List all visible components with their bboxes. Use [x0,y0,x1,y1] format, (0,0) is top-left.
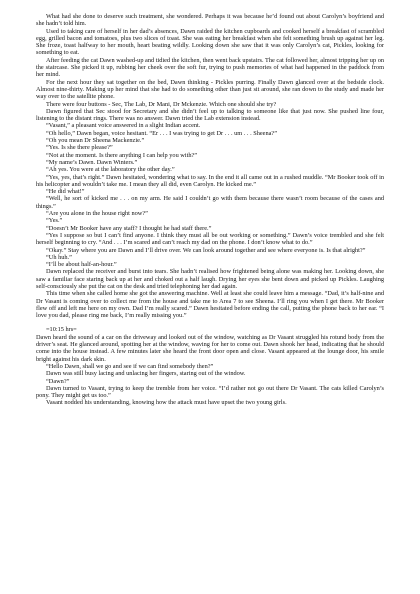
paragraph: “Oh hello,” Dawn began, voice hesitant. “Er . . . I was trying to get Dr . . . um . . . Sheena?” [46,129,277,137]
paragraph: “Yes.” [46,217,63,225]
paragraph: For the next hour they sat together on the bed, Dawn thinking - Pickles purring. Finally Dawn glanced over at the bedside clock. Almost nine-thirty. Making up her mind that she had to do something other than just sit around, she ran down to the study and made her way over to the satellite phone. [36,78,384,101]
paragraph: “I’ll be about half-an-hour.” [46,261,117,269]
paragraph: “He did what!” [46,188,85,196]
paragraph: What had she done to deserve such treatment, she wondered. Perhaps it was because he’d found out about Carolyn’s boyfriend and she hadn’t told him. [36,13,384,28]
paragraph: “Hello Dawn, shall we go and see if we can find somebody then?” [46,362,214,370]
paragraph: There were four buttons - Sec, The Lab, Dr Mani, Dr Mckenzie. Which one should she try? [46,100,277,108]
paragraph: “Well, he sort of kicked me . . . on my arm. He said I couldn’t go with them because there wasn’t room because of the cases and things.” [36,195,384,210]
paragraph: Dawn replaced the receiver and burst into tears. She hadn’t realised how frightened being alone was making her. Looking down, she saw a familiar face staring back up at her and choked out a half laugh. Drying her eyes she bent down and picked up Pickles. Laughing self-consciously she put the cat on the desk and tried telephoning her dad again. [36,268,384,290]
paragraph: “My name’s Dawn. Dawn Winters.” [46,158,138,166]
paragraph: Used to taking care of herself in her dad’s absences, Dawn raided the kitchen cupboards and cooked herself a breakfast of scrambled egg, grilled bacon and tomatoes, plus two slices of toast. She was eating her breakfast when she felt something brush up against her leg. She froze, toast halfway to her mouth, heart beating wildly. Looking down she saw that it was only Carolyn’s cat, Pickles, looking for something to eat. [36,27,384,57]
paragraph: Dawn turned to Vasant, trying to keep the tremble from her voice. “I’d rather not go out there Dr Vasant. The cats killed Carolyn’s pony. They might get us too.” [36,384,384,400]
paragraph: Dawn heard the sound of a car on the driveway and looked out of the window, watching as Dr Vasant struggled his rotund body from the driver’s seat. He glanced around, spotting her at the window, waving for her to come out. Dawn shook her head, indicating that he should come into the house instead. A few minutes later she heard the front door open and close. Vasant appeared at the lounge door, his smile bright against his dark skin. [36,333,384,363]
paragraph: “Okay.” Stay where you are Dawn and I’ll drive over. We can look around together and see where everyone is. Is that alright?” [46,246,366,254]
paragraph: “Yes, yes, that’s right.” Dawn hesitated, wondering what to say. In the end it all came out in a rushed muddle. “Mr Booker took off in his helicopter and wouldn’t take me. I mean they all did, even Carolyn. He kicked me.” [36,173,384,188]
paragraph: “Dawn?” [46,377,70,385]
paragraph: “Ah yes. You were at the laboratory the other day.” [46,166,175,174]
paragraph: =10:15 hrs= [46,326,77,334]
paragraph: After feeding the cat Dawn washed-up and tidied the kitchen, then went back upstairs. The cat followed her, almost tripping her up on the staircase. She picked it up, rubbing her cheek over the soft fur, trying to push memories of what had happened in the paddock from her mind. [36,56,384,79]
paragraph: “Not at the moment. Is there anything I can help you with?” [46,151,198,159]
paragraph: Vasant nodded his understanding, knowing how the attack must have upset the two young girls. [46,399,287,407]
paragraph: “Yes I suppose so but I can’t find anyone. I think they must all be out working or something.” Dawn’s voice trembled and she felt herself beginning to cry. “And . . . I’m scared and can’t reach my dad on the phone. I don’t know what to do.” [36,231,384,247]
paragraph: “Yes. Is she there please?” [46,144,113,152]
paragraph: Dawn figured that Sec stood for Secretary and she didn’t feel up to talking to someone like that just now. She pushed line four, listening to the distant rings. There was no answer. Dawn tried the Lab extension instead. [36,107,384,123]
paragraph: “Vasant,” a pleasant voice answered in a slight Indian accent. [46,122,201,130]
paragraph: “Are you alone in the house right now?” [46,210,148,218]
paragraph: “Doesn’t Mr Booker have any staff? I thought he had staff there.” [46,224,212,232]
paragraph: “Oh you mean Dr Sheena Mackenzie.” [46,137,145,145]
paragraph: This time when she called home she got the answering machine. Well at least she could leave him a message. “Dad, it’s half-nine and Dr Vasant is coming over to collect me from the house and take me to Area 7 to see Sheena. I’ll ring you when I get there. Mr Booker flew off and left me here on my own. Dad I’m really scared.” Dawn hesitated before ending the call, putting the phone back to her ear. “I love you dad, please ring me back, I’m really missing you.” [36,290,384,320]
paragraph: “Uh huh.” [46,253,72,261]
paragraph: Dawn was still busy lacing and unlacing her fingers, staring out of the window. [46,370,246,378]
